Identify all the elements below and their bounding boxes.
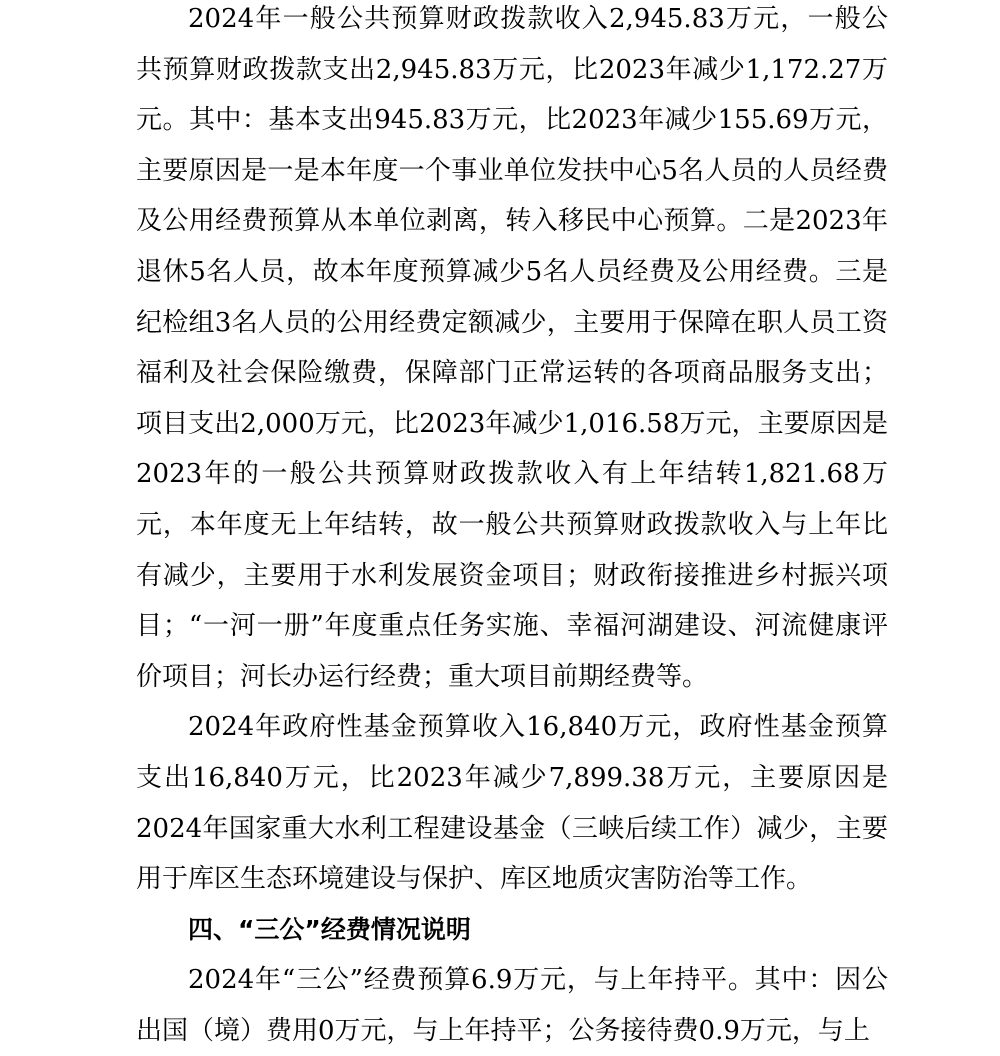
document-page — [136, 0, 888, 1056]
paragraph-government-fund: 2024年政府性基金预算收入16,840万元，政府性基金预算支出16,840万元，比2023年减少7,899.38万元，主要原因是2024年国家重大水利工程建设基金（三峡后续工作）减少，主要用于库区生态环境建设与保护、库区地质灾害防治等工作。 — [136, 712, 888, 895]
section-heading-three-public: 四、“三公”经费情况说明 — [188, 914, 471, 944]
paragraph-three-public-expenses: 2024年“三公”经费预算6.9万元，与上年持平。其中：因公出国（境）费用0万元，与上年持平；公务接待费0.9万元，与上 — [136, 965, 888, 1046]
paragraph-general-budget: 2024年一般公共预算财政拨款收入2,945.83万元，一般公共预算财政拨款支出2,945.83万元，比2023年减少1,172.27万元。其中：基本支出945.83万元，比2023年减少155.69万元，主要原因是一是本年度一个事业单位发扶中心5名人员的人员经费及公用经费预算从本单位剥离，转入移民中心预算。二是2023年退休5名人员，故本年度预算减少5名人员经费及公用经费。三是纪检组3名人员的公用经费定额减少，主要用于保障在职人员工资福利及社会保险缴费，保障部门正常运转的各项商品服务支出；项目支出2,000万元，比2023年减少1,016.58万元，主要原因是2023年的一般公共预算财政拨款收入有上年结转1,821.68万元，本年度无上年结转，故一般公共预算财政拨款收入与上年比有减少，主要用于水利发展资金项目；财政衔接推进乡村振兴项目；“一河一册”年度重点任务实施、幸福河湖建设、河流健康评价项目；河长办运行经费；重大项目前期经费等。 — [136, 4, 888, 692]
